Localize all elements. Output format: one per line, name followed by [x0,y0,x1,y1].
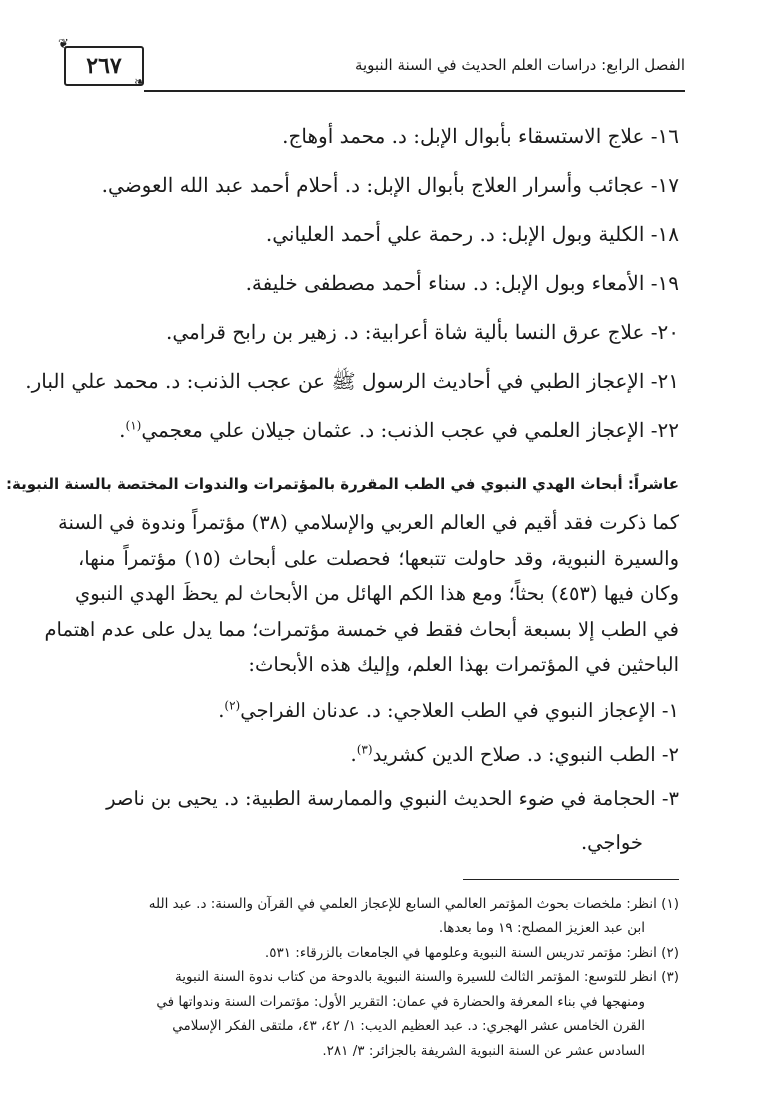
research-item-text: ٢- الطب النبوي: د. صلاح الدين كشريد [372,742,679,766]
footnotes [78,892,679,1064]
footnote [78,941,679,966]
page-number: ٢٦٧ [64,46,144,86]
research-item-text: ١- الإعجاز النبوي في الطب العلاجي: د. عدنان الفراجي [240,698,679,722]
footnote-continuation: السادس عشر عن السنة النبوية الشريفة بالجزائر: ٣/ ٢٨١. [322,1042,645,1059]
research-item-end: . [218,698,225,722]
paragraph-line: والسيرة النبوية، وقد حاولت تتبعها؛ فحصلت على أبحاث (١٥) مؤتمراً منها، [78,546,679,570]
footnote-text: (٢) انظر: مؤتمر تدريس السنة النبوية وعلومها في الجامعات بالزرقاء: ٥٣١. [264,944,679,961]
section-paragraph [44,505,679,683]
research-item [78,689,679,733]
header-rule [144,90,685,92]
research-item-text: ٣- الحجامة في ضوء الحديث النبوي والممارسة الطبية: د. يحيى بن ناصر [106,786,679,810]
paragraph-line: كما ذكرت فقد أقيم في العالم العربي والإسلامي (٣٨) مؤتمراً وندوة في السنة [58,511,679,534]
list-item: ١٧- عجائب وأسرار العلاج بأبوال الإبل: د. أحلام أحمد عبد الله العوضي. [101,173,679,197]
research-item-continuation: خواجي. [580,830,643,854]
list-item [78,406,679,455]
footnote-ref: (٢) [224,698,241,712]
research-item [78,777,679,865]
research-list [78,689,679,865]
paragraph-line: الباحثين في المؤتمرات بهذا العلم، وإليك هذه الأبحاث: [248,653,679,676]
footnote [78,892,679,941]
ornament-icon: ❦ [58,37,69,52]
section-heading: عاشراً: أبحاث الهدي النبوي في الطب المقررة بالمؤتمرات والندوات المختصة بالسنة النبوية: [6,475,679,493]
page-header [58,37,685,92]
footnote-ref: (١) [125,418,142,433]
research-item-end: . [350,742,357,766]
page-body [6,112,679,1063]
list-item: ١٨- الكلية وبول الإبل: د. رحمة علي أحمد العلياني. [265,222,679,246]
footnote-text: (٣) انظر للتوسع: المؤتمر الثالث للسيرة والسنة النبوية بالدوحة من كتاب ندوة السنة النبوية [175,969,679,985]
footnote-ref: (٣) [356,742,373,756]
paragraph-line: في الطب إلا بسبعة أبحاث فقط في خمسة مؤتمرات؛ مما يدل على عدم اهتمام [44,617,679,641]
list-item: ٢٠- علاج عرق النسا بألية شاة أعرابية: د. زهير بن رابح قرامي. [166,320,679,344]
list-item: ١٩- الأمعاء وبول الإبل: د. سناء أحمد مصطفى خليفة. [245,271,679,295]
chapter-title: الفصل الرابع: دراسات العلم الحديث في السنة النبوية [354,56,685,74]
list-item: ٢١- الإعجاز الطبي في أحاديث الرسول ﷺ عن عجب الذنب: د. محمد علي البار. [25,369,679,393]
ornament-icon: ❧ [134,75,145,90]
research-item [78,733,679,777]
paragraph-line: وكان فيها (٤٥٣) بحثاً؛ ومع هذا الكم الهائل من الأبحاث لم يحظَ الهدي النبوي [74,582,679,605]
footnote-continuation: ومنهجها في بناء المعرفة والحضارة في عمان: التقرير الأول: مؤتمرات السنة وندواتها في [156,993,645,1010]
footnote-continuation: ابن عبد العزيز المصلح: ١٩ وما بعدها. [438,920,645,936]
list-item-end: . [119,418,126,442]
footnote-continuation: القرن الخامس عشر الهجري: د. عبد العظيم الديب: ١/ ٤٢، ٤٣، ملتقى الفكر الإسلامي [172,1018,645,1034]
footnote [78,965,679,1063]
list-item-text: ٢٢- الإعجاز العلمي في عجب الذنب: د. عثمان جيلان علي معجمي [141,418,679,442]
footnote-separator [463,879,679,880]
footnote-text: (١) انظر: ملخصات بحوث المؤتمر العالمي السابع للإعجاز العلمي في القرآن والسنة: د. عبد الله [148,895,679,912]
list-item: ١٦- علاج الاستسقاء بأبوال الإبل: د. محمد أوهاج. [282,124,679,148]
